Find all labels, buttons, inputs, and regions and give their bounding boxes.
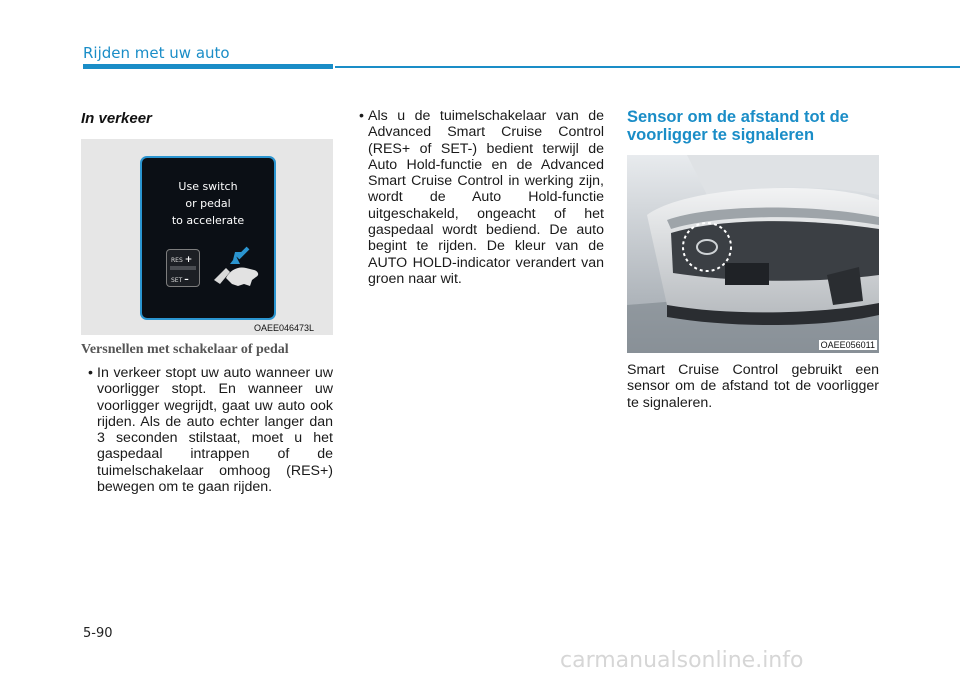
site-watermark: carmanualsonline.info [560,648,804,673]
page-number: 5-90 [83,626,113,641]
header-accent-bar [83,64,333,69]
switch-divider [170,266,196,270]
bullet-text: Als u de tuimelschakelaar van de Advanced Smart Cruise Control (RES+ of SET-) bedient terwijl de Auto Hold-functie en de Advanced Smart Cruise Control in werking zijn, wordt de Auto Hold-functie uitgeschakeld, ongeacht of het gaspedaal wordt bediend. De auto begint te rijden. De kleur van de AUTO HOLD-indicator verandert van groen naar wit. [368,108,604,287]
display-message [142,178,274,229]
cluster-display-panel [140,156,276,320]
bullet-text: In verkeer stopt uw auto wanneer uw voorligger stopt. En wanneer uw voorligger wegrijdt, gaat uw auto ook rijden. Als de auto echter langer dan 3 seconden stilstaat, moet u het gaspedaal intrappen of de tuimelschakelaar omhoog (RES+) bewegen om te gaan rijden. [97,365,333,496]
section-heading-in-verkeer: In verkeer [81,110,152,127]
cluster-display-figure [81,139,333,335]
section-header-title: Rijden met uw auto [83,44,230,62]
section-heading-sensor [627,108,887,144]
display-message-line: to accelerate [171,214,245,227]
header-rule [335,66,960,68]
switch-res-label: RES + [171,255,193,265]
car-front-photo [627,155,879,353]
sensor-paragraph: Smart Cruise Control gebruikt een sensor om de afstand tot de voorligger te signaleren. [627,362,879,411]
subheading-versnellen: Versnellen met schakelaar of pedal [81,342,289,357]
car-front-illustration [627,155,879,353]
display-message-line: or pedal [185,197,231,210]
cruise-switch-icon [166,249,200,287]
heading-line: Sensor om de afstand tot de [627,108,849,126]
foot-pedal-icon [208,244,264,290]
display-message-line: Use switch [178,180,238,193]
arrow-icon [230,248,248,264]
figure-code: OAEE046473L [254,323,315,333]
figure-code: OAEE056011 [820,340,875,350]
heading-line: voorligger te signaleren [627,126,815,144]
switch-set-label: SET – [171,275,189,285]
bullet-item: • Als u de tuimelschakelaar van de Advanced Smart Cruise Control (RES+ of SET-) bedient terwijl de Auto Hold-functie en de Advanced Smart Cruise Control in werking zijn, wordt de Auto Hold-functie uitgeschakeld, ongeacht of het gaspedaal wordt bediend. De auto begint te rijden. De kleur van de AUTO HOLD-indicator verandert van groen naar wit. [359,108,604,287]
bullet-item: • In verkeer stopt uw auto wanneer uw voorligger stopt. En wanneer uw voorligger wegrijdt, gaat uw auto ook rijden. Als de auto echter langer dan 3 seconden stilstaat, moet u het gaspedaal intrappen of de tuimelschakelaar omhoog (RES+) bewegen om te gaan rijden. [88,365,333,496]
